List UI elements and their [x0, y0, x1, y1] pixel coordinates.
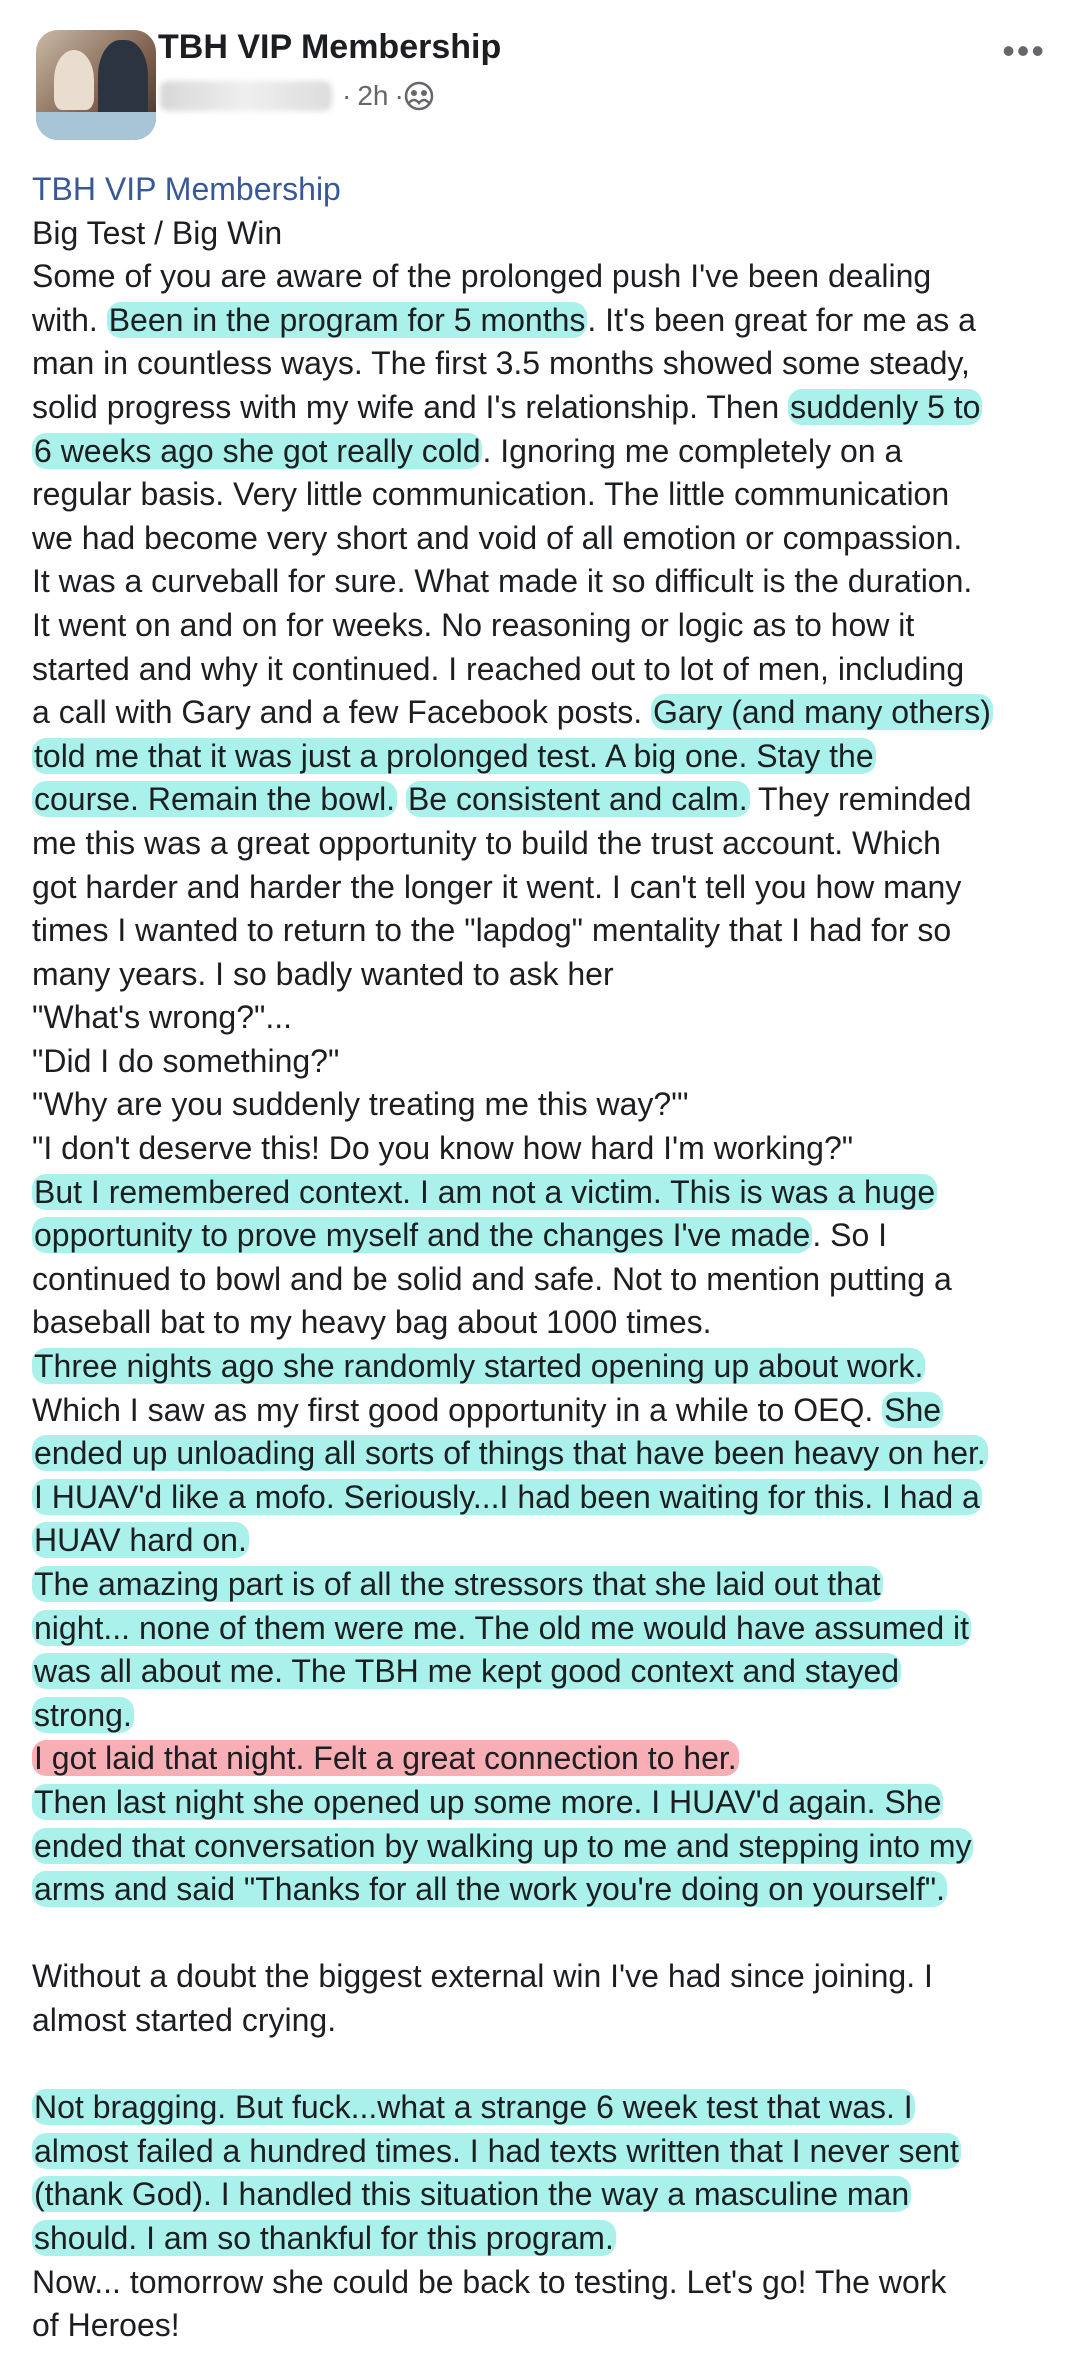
highlighted-phrase: arms and said "Thanks for all the work you're doing on yourself". [34, 1871, 946, 1908]
post-text-line: It was a curveball for sure. What made it so difficult is the duration. [32, 563, 973, 600]
post-text-line [32, 1737, 1052, 1781]
post-meta: · 2h · [160, 76, 434, 116]
post-text-line: "What's wrong?"... [32, 999, 293, 1036]
post-text-line [32, 2086, 1052, 2130]
highlighted-phrase: Then last night she opened up some more. I HUAV'd again. She [34, 1783, 942, 1820]
highlighted-phrase: Been in the program for 5 months [108, 301, 586, 338]
red-highlighted-phrase: I got laid that night. Felt a great connection to her. [34, 1740, 737, 1777]
post-text-line: man in countless ways. The first 3.5 months showed some steady, [32, 345, 970, 382]
post-text-line [32, 1607, 1052, 1651]
highlighted-phrase: Be consistent and calm. [407, 781, 748, 818]
post-text-line: "Did I do something?" [32, 1042, 340, 1079]
author-name-redacted [160, 81, 332, 111]
post-text-line [32, 1432, 1052, 1476]
highlighted-phrase: opportunity to prove myself and the changes I've made [34, 1217, 811, 1254]
post-text-line: Some of you are aware of the prolonged push I've been dealing [32, 258, 932, 295]
post-text-line [32, 2043, 1052, 2087]
post-text-line: It went on and on for weeks. No reasoning or logic as to how it [32, 606, 915, 643]
post-header [0, 0, 1080, 160]
post-text-line: many years. I so badly wanted to ask her [32, 955, 614, 992]
post-group-link[interactable]: TBH VIP Membership [32, 171, 341, 207]
post-text-line: Which I saw as my first good opportunity in a while to OEQ. She [32, 1391, 942, 1428]
highlighted-phrase: told me that it was just a prolonged test. A big one. Stay the [34, 737, 874, 774]
post-text-line [32, 1825, 1052, 1869]
highlighted-phrase: Three nights ago she randomly started opening up about work. [34, 1348, 924, 1385]
more-icon[interactable]: ••• [1002, 30, 1046, 71]
post-text-line: "Why are you suddenly treating me this way?"' [32, 1086, 689, 1123]
highlighted-phrase: But I remembered context. I am not a victim. This is was a huge [34, 1173, 936, 1210]
post-text-line: regular basis. Very little communication. The little communication [32, 476, 950, 513]
highlighted-phrase: HUAV hard on. [34, 1522, 247, 1559]
post-text-line: times I wanted to return to the "lapdog" mentality that I had for so [32, 912, 952, 949]
post-text-line [32, 1171, 1052, 1215]
post-text-line [32, 2130, 1052, 2174]
post-text [32, 212, 1052, 2348]
post-text-line: got harder and harder the longer it went. I can't tell you how many [32, 868, 962, 905]
post-text-line: solid progress with my wife and I's relationship. Then suddenly 5 to [32, 388, 981, 425]
post-text-line: Now... tomorrow she could be back to testing. Let's go! The work [32, 2263, 947, 2300]
highlighted-phrase: night... none of them were me. The old me would have assumed it [34, 1609, 970, 1646]
highlighted-phrase: 6 weeks ago she got really cold [34, 432, 481, 469]
post-text-line [32, 1345, 1052, 1389]
post-text-line: 6 weeks ago she got really cold. Ignoring me completely on a [34, 432, 903, 469]
highlighted-phrase: ended up unloading all sorts of things that have been heavy on her. [34, 1435, 986, 1472]
highlighted-phrase: course. Remain the bowl. [34, 781, 396, 818]
post-body [32, 168, 1052, 2348]
post-text-line: almost started crying. [32, 2001, 337, 2038]
highlighted-phrase: Gary (and many others) [652, 694, 991, 731]
post-text-line [32, 1519, 1052, 1563]
post-text-line: started and why it continued. I reached out to lot of men, including [32, 650, 965, 687]
highlighted-phrase: I HUAV'd like a mofo. Seriously...I had been waiting for this. I had a [34, 1478, 980, 1515]
post-text-line: baseball bat to my heavy bag about 1000 times. [32, 1304, 712, 1341]
post-text-line [32, 1912, 1052, 1956]
post-text-line [32, 1563, 1052, 1607]
highlighted-phrase: suddenly 5 to [790, 388, 981, 425]
post-text-line: opportunity to prove myself and the changes I've made. So I [34, 1217, 888, 1254]
group-members-icon [404, 81, 434, 111]
highlighted-phrase: (thank God). I handled this situation the way a masculine man [34, 2176, 910, 2213]
post-text-line [32, 2217, 1052, 2261]
post-text-line: continued to bowl and be solid and safe. Not to mention putting a [32, 1260, 952, 1297]
post-text-line: Without a doubt the biggest external win I've had since joining. I [32, 1958, 933, 1995]
post-text-line: we had become very short and void of all emotion or compassion. [32, 519, 963, 556]
highlighted-phrase: She [884, 1391, 942, 1428]
post-text-line: "I don't deserve this! Do you know how hard I'm working?" [32, 1130, 854, 1167]
highlighted-phrase: strong. [34, 1696, 132, 1733]
post-text-line [32, 1476, 1052, 1520]
post-text-line [32, 2173, 1052, 2217]
highlighted-phrase: Not bragging. But fuck...what a strange 6 week test that was. I [34, 2089, 913, 2126]
post-text-line: Big Test / Big Win [32, 214, 283, 251]
group-avatar[interactable] [36, 30, 156, 140]
highlighted-phrase: was all about me. The TBH me kept good context and stayed [34, 1653, 900, 1690]
highlighted-phrase: should. I am so thankful for this program. [34, 2219, 614, 2256]
highlighted-phrase: The amazing part is of all the stressors that she laid out that [34, 1566, 881, 1602]
post-text-line [32, 1868, 1052, 1912]
post-text-line: of Heroes! [32, 2307, 180, 2344]
highlighted-phrase: ended that conversation by walking up to me and stepping into my [34, 1827, 972, 1864]
post-text-line: with. Been in the program for 5 months. It's been great for me as a [32, 301, 976, 338]
post-text-line [32, 1781, 1052, 1825]
post-group-name[interactable]: TBH VIP Membership [158, 28, 502, 66]
post-text-line: course. Remain the bowl. Be consistent and calm. They reminded [34, 781, 972, 818]
post-text-line [32, 1694, 1052, 1738]
post-text-line: me this was a great opportunity to build the trust account. Which [32, 824, 941, 861]
post-text-line: a call with Gary and a few Facebook posts. Gary (and many others) [32, 694, 991, 731]
highlighted-phrase: almost failed a hundred times. I had texts written that I never sent [34, 2132, 959, 2169]
post-time[interactable]: 2h [357, 80, 389, 111]
post-text-line [32, 735, 1052, 779]
post-text-line [32, 1650, 1052, 1694]
